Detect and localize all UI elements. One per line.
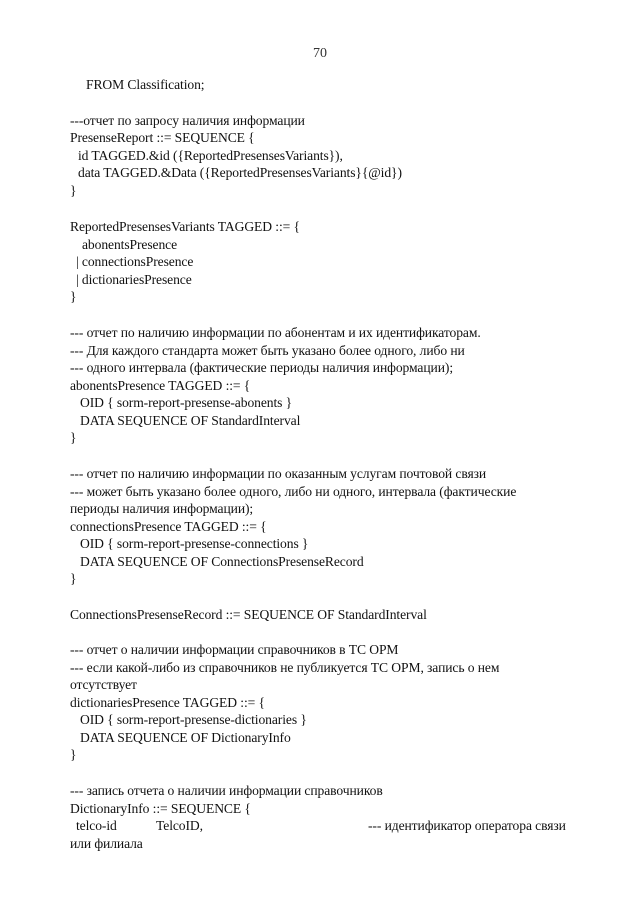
comment-line: --- Для каждого стандарта может быть указано более одного, либо ни: [70, 343, 465, 358]
code-line: DictionaryInfo ::= SEQUENCE {: [70, 801, 251, 816]
code-line: }: [70, 571, 77, 586]
code-line: }: [70, 747, 77, 762]
page-number: 70: [313, 46, 327, 61]
code-line: OID { sorm-report-presense-connections }: [80, 536, 309, 551]
code-line: abonentsPresence: [82, 237, 178, 252]
comment-line: --- отчет о наличии информации справочников в ТС ОРМ: [70, 642, 399, 657]
code-line: }: [70, 289, 77, 304]
comment-line: --- отчет по наличию информации по оказанным услугам почтовой связи: [70, 466, 487, 481]
comment-line: --- может быть указано более одного, либо ни одного, интервала (фактические: [70, 484, 517, 499]
code-line: PresenseReport ::= SEQUENCE {: [70, 130, 255, 145]
code-line: ReportedPresensesVariants TAGGED ::= {: [70, 219, 300, 234]
comment-line: периоды наличия информации);: [70, 501, 254, 516]
code-line: abonentsPresence TAGGED ::= {: [70, 378, 251, 393]
comment-line: --- отчет по наличию информации по абонентам и их идентификаторам.: [70, 325, 481, 340]
code-line: }: [70, 430, 77, 445]
field-name: telco-id: [76, 818, 117, 833]
code-line: | dictionariesPresence: [76, 272, 192, 287]
code-line: }: [70, 183, 77, 198]
code-line: DATA SEQUENCE OF StandardInterval: [80, 413, 301, 428]
code-line: DATA SEQUENCE OF DictionaryInfo: [80, 730, 291, 745]
comment-line: --- если какой-либо из справочников не публикуется ТС ОРМ, запись о нем: [70, 660, 500, 675]
code-line: DATA SEQUENCE OF ConnectionsPresenseRecord: [80, 554, 364, 569]
code-line: | connectionsPresence: [76, 254, 194, 269]
code-line: connectionsPresence TAGGED ::= {: [70, 519, 267, 534]
code-line: OID { sorm-report-presense-dictionaries }: [80, 712, 307, 727]
code-line: dictionariesPresence TAGGED ::= {: [70, 695, 265, 710]
comment-line: ---отчет по запросу наличия информации: [70, 113, 305, 128]
comment-line: отсутствует: [70, 677, 137, 692]
code-line: data TAGGED.&Data ({ReportedPresensesVariants}{@id}): [78, 165, 402, 180]
code-line: id TAGGED.&id ({ReportedPresensesVariants}),: [78, 148, 343, 163]
code-line: ConnectionsPresenseRecord ::= SEQUENCE OF StandardInterval: [70, 607, 427, 622]
comment-line: --- запись отчета о наличии информации справочников: [70, 783, 383, 798]
field-comment: --- идентификатор оператора связи: [368, 818, 566, 833]
code-line: OID { sorm-report-presense-abonents }: [80, 395, 293, 410]
comment-line: --- одного интервала (фактические периоды наличия информации);: [70, 360, 453, 375]
comment-line: или филиала: [70, 836, 143, 851]
code-line: FROM Classification;: [86, 77, 205, 92]
field-type: TelcoID,: [156, 818, 203, 833]
